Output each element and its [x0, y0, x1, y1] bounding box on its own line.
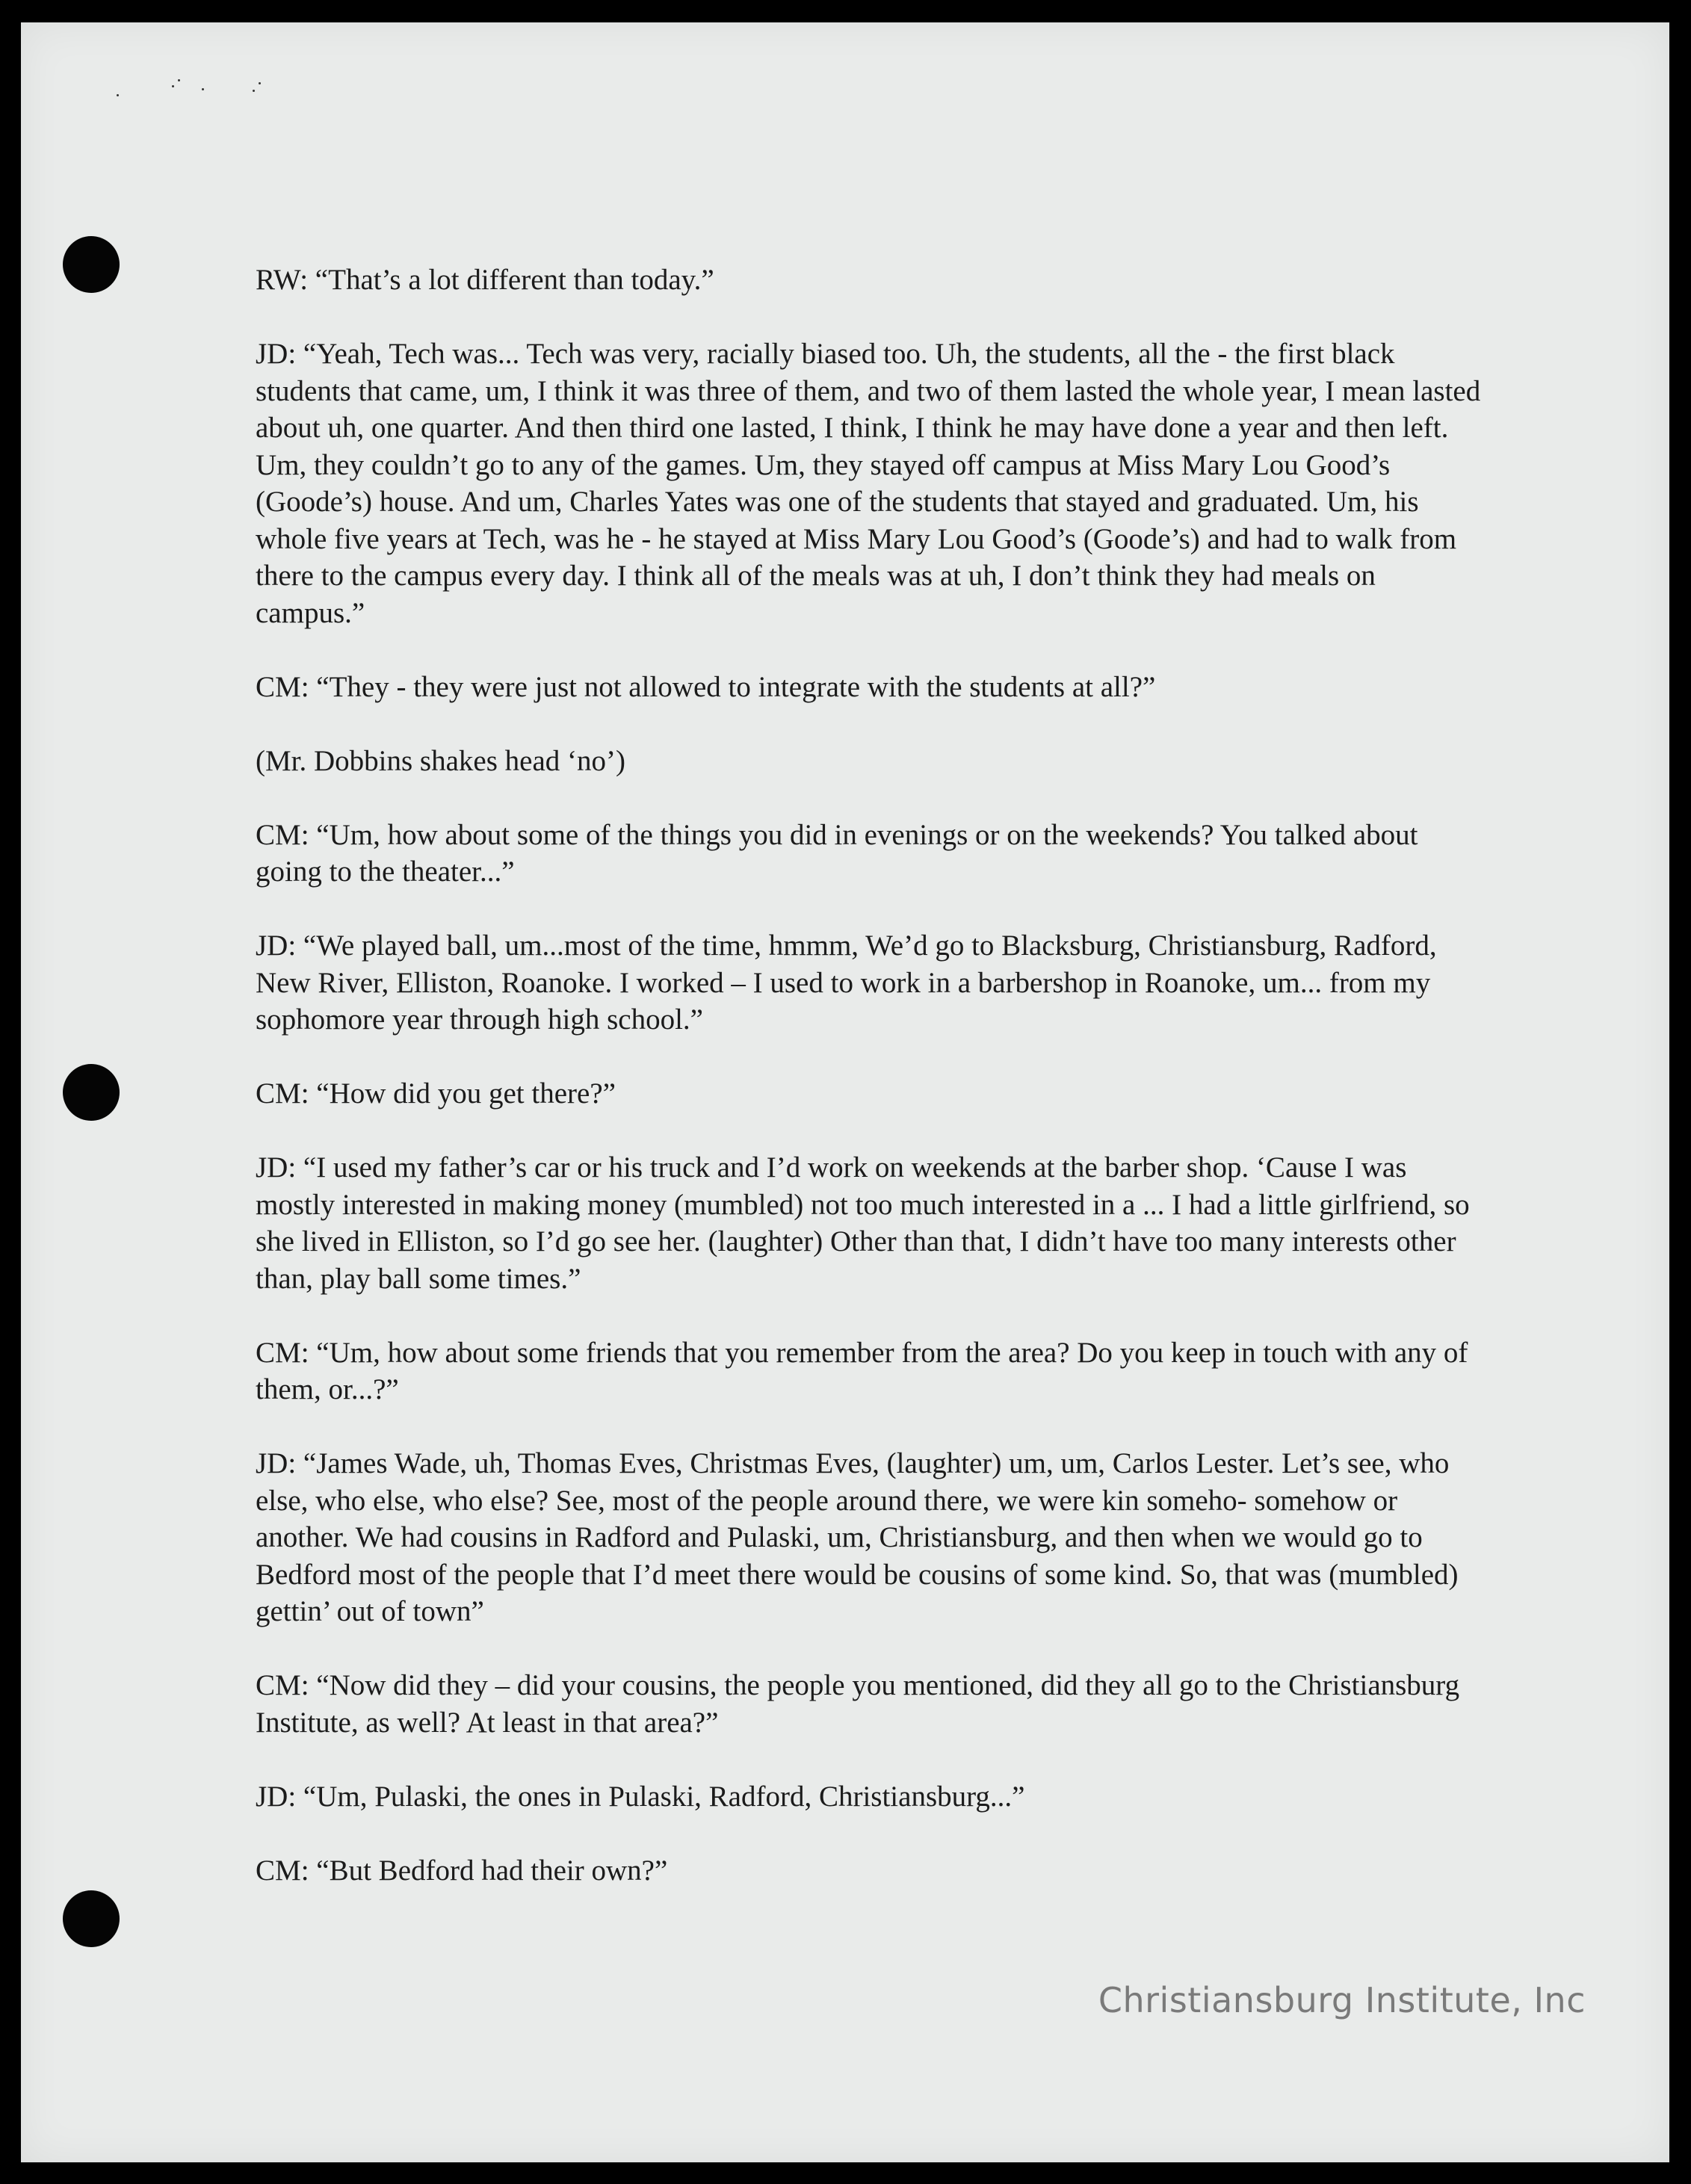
speck	[172, 85, 174, 87]
transcript-paragraph: CM: “Now did they – did your cousins, the people you mentioned, did they all go to the Christiansburg Institute, as well? At least in that area?”	[256, 1669, 1460, 1739]
transcript-paragraph: RW: “That’s a lot different than today.”	[256, 264, 714, 296]
speck	[117, 94, 119, 96]
transcript-paragraph: JD: “James Wade, uh, Thomas Eves, Christmas Eves, (laughter) um, um, Carlos Lester. Let’s see, who else, who else, who else? See, most of the people around there, we were kin someho- somehow or another. We had cousins in Radford and Pulaski, um, Christiansburg, and then when we would go to Bedford most of the people that I’d meet there would be cousins of some kind. So, that was (mumbled) gettin’ out of town”	[256, 1447, 1459, 1627]
transcript-paragraph: JD: “I used my father’s car or his truck and I’d work on weekends at the barber shop. ‘Cause I was mostly interested in making money (mumbled) not too much interested in a ... I had a little girlfriend, so she lived in Elliston, so I’d go see her. (laughter) Other than that, I didn’t have too many interests other than, play ball some times.”	[256, 1151, 1470, 1295]
transcript-paragraph: CM: “How did you get there?”	[256, 1077, 616, 1110]
speck	[259, 82, 261, 84]
transcript-paragraph: (Mr. Dobbins shakes head ‘no’)	[256, 744, 625, 777]
document-page	[21, 22, 1669, 2162]
transcript-paragraph: JD: “Um, Pulaski, the ones in Pulaski, Radford, Christiansburg...”	[256, 1780, 1025, 1813]
speck	[202, 88, 204, 90]
transcript-body	[256, 262, 1481, 1926]
watermark-text: Christiansburg Institute, Inc	[1098, 1980, 1586, 2020]
transcript-paragraph: CM: “Um, how about some friends that you remember from the area? Do you keep in touch with any of them, or...?”	[256, 1336, 1468, 1405]
transcript-paragraph: CM: “Um, how about some of the things you did in evenings or on the weekends? You talked about going to the theater...”	[256, 818, 1418, 888]
punch-hole-middle	[63, 1064, 120, 1121]
paper-specks	[90, 69, 284, 114]
punch-hole-bottom	[63, 1890, 120, 1947]
punch-hole-top	[63, 236, 120, 293]
transcript-paragraph: JD: “Yeah, Tech was... Tech was very, racially biased too. Uh, the students, all the - the first black students that came, um, I think it was three of them, and two of them lasted the whole year, I mean lasted about uh, one quarter. And then third one lasted, I think, I think he may have done a year and then left. Um, they couldn’t go to any of the games. Um, they stayed off campus at Miss Mary Lou Good’s (Goode’s) house. And um, Charles Yates was one of the students that stayed and graduated. Um, his whole five years at Tech, was he - he stayed at Miss Mary Lou Good’s (Goode’s) and had to walk from there to the campus every day. I think all of the meals was at uh, I don’t think they had meals on campus.”	[256, 338, 1481, 629]
transcript-paragraph: CM: “But Bedford had their own?”	[256, 1854, 668, 1887]
transcript-paragraph: CM: “They - they were just not allowed to integrate with the students at all?”	[256, 670, 1156, 703]
speck	[178, 79, 180, 81]
speck	[253, 90, 255, 92]
transcript-paragraph: JD: “We played ball, um...most of the time, hmmm, We’d go to Blacksburg, Christiansburg, Radford, New River, Elliston, Roanoke. I worked – I used to work in a barbershop in Roanoke, um... from my sophomore year through high school.”	[256, 929, 1437, 1036]
